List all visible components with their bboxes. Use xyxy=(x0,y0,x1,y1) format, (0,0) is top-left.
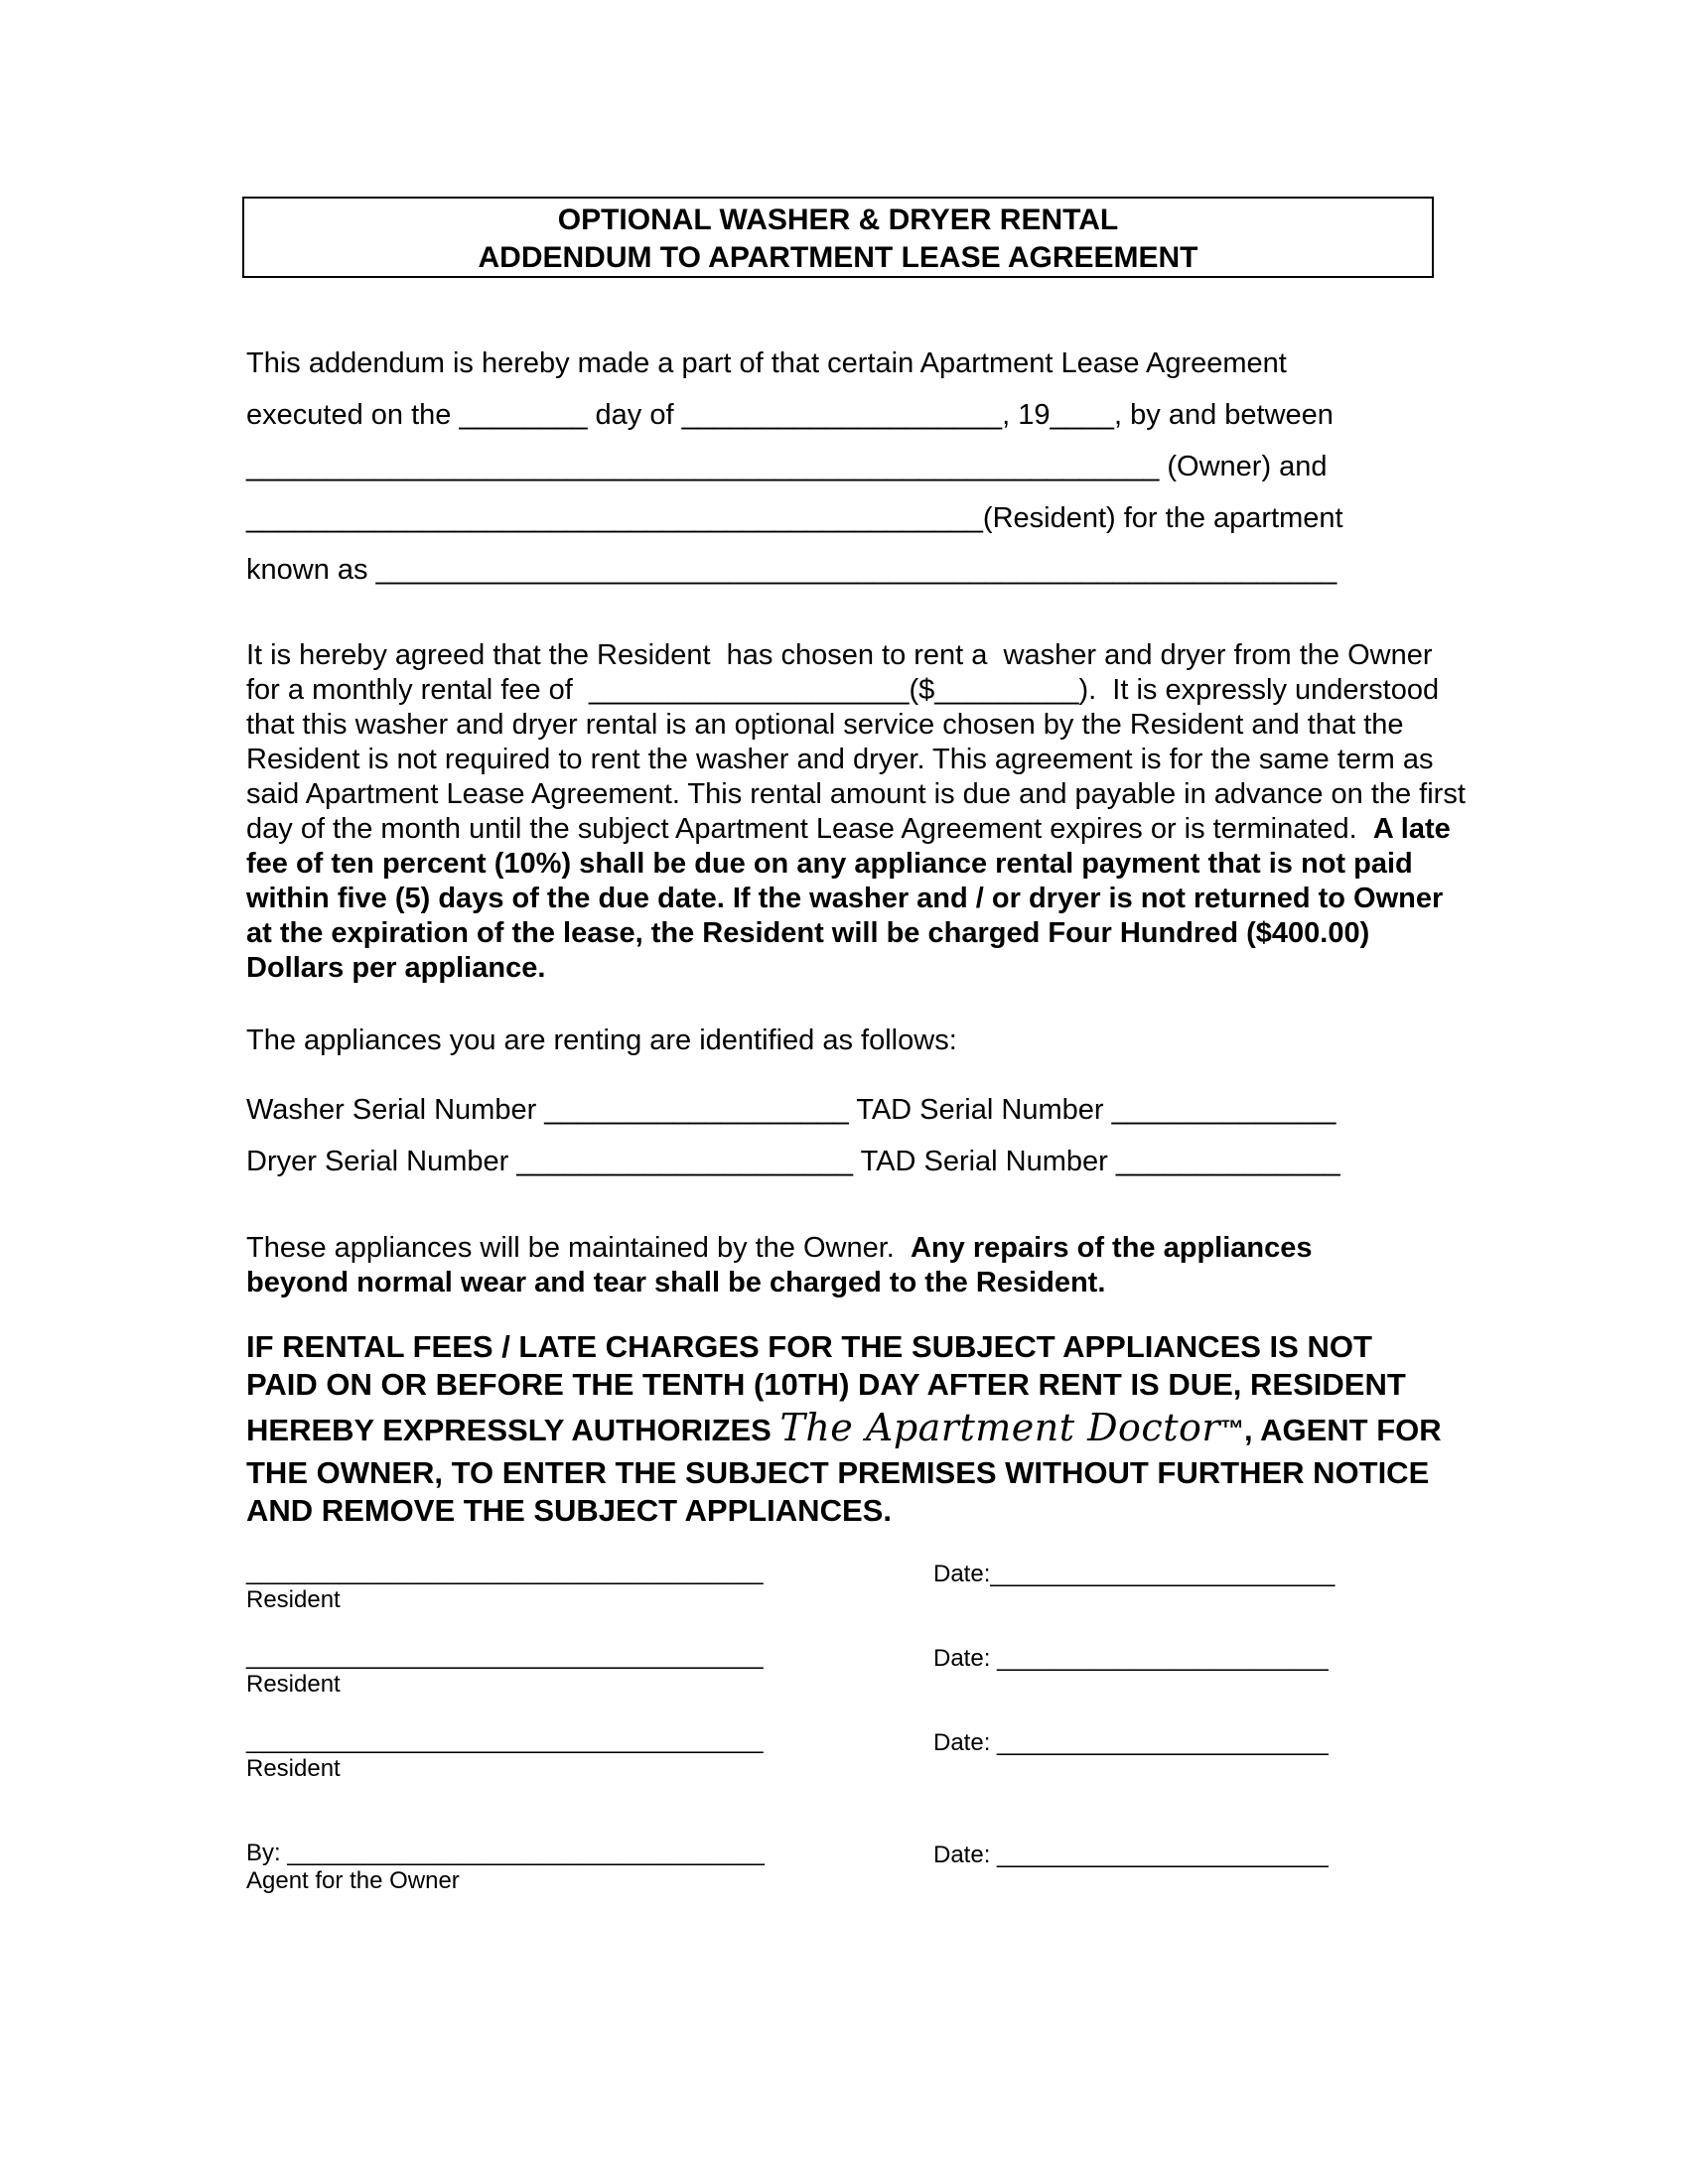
terms-line: It is hereby agreed that the Resident has chosen to rent a washer and dryer from the Owner xyxy=(246,639,1433,671)
title-line-2: ADDENDUM TO APARTMENT LEASE AGREEMENT xyxy=(478,241,1198,274)
intro-line-3-owner: _________________________________________________________ (Owner) and xyxy=(246,451,1328,482)
dryer-serial-line: Dryer Serial Number _____________________ TAD Serial Number ______________ xyxy=(246,1146,1340,1177)
terms-line xyxy=(246,812,1537,847)
date-2-field[interactable]: Date: _________________________ xyxy=(933,1645,1329,1672)
date-4-field[interactable]: Date: _________________________ xyxy=(933,1842,1329,1868)
agent-signature-line[interactable]: By: ____________________________________ xyxy=(246,1840,765,1866)
terms-line: for a monthly rental fee of ____________________($_________). It is expressly understood xyxy=(246,674,1440,706)
warning-line: AND REMOVE THE SUBJECT APPLIANCES. xyxy=(246,1493,892,1528)
late-fee-line: Dollars per appliance. xyxy=(246,952,546,984)
appliances-intro: The appliances you are renting are identified as follows: xyxy=(246,1024,957,1056)
brand-name: The Apartment Doctor xyxy=(779,1406,1221,1449)
warning-line: PAID ON OR BEFORE THE TENTH (10TH) DAY AFTER RENT IS DUE, RESIDENT xyxy=(246,1367,1406,1402)
terms-line: that this washer and dryer rental is an optional service chosen by the Resident and that the xyxy=(246,709,1404,741)
warning-line: THE OWNER, TO ENTER THE SUBJECT PREMISES WITHOUT FURTHER NOTICE xyxy=(246,1455,1430,1490)
warning-line xyxy=(246,1404,1537,1454)
terms-paragraph xyxy=(246,638,1537,986)
warning-text: HEREBY EXPRESSLY AUTHORIZES xyxy=(246,1413,780,1447)
washer-serial-line: Washer Serial Number ___________________ TAD Serial Number ______________ xyxy=(246,1094,1336,1126)
agent-label: Agent for the Owner xyxy=(246,1867,460,1894)
warning-text: , AGENT FOR xyxy=(1244,1413,1442,1447)
intro-line-4-resident: ______________________________________________(Resident) for the apartment xyxy=(246,502,1343,534)
terms-line: said Apartment Lease Agreement. This rental amount is due and payable in advance on the first xyxy=(246,778,1466,810)
late-fee-line: fee of ten percent (10%) shall be due on any appliance rental payment that is not paid xyxy=(246,848,1413,880)
repairs-line: beyond normal wear and tear shall be charged to the Resident. xyxy=(246,1267,1106,1298)
resident-2-label: Resident xyxy=(246,1671,341,1698)
maintenance-text: These appliances will be maintained by the Owner. xyxy=(246,1232,911,1264)
title-line-1: OPTIONAL WASHER & DRYER RENTAL xyxy=(557,204,1119,236)
resident-1-label: Resident xyxy=(246,1586,341,1613)
terms-line: Resident is not required to rent the washer and dryer. This agreement is for the same term as xyxy=(246,744,1434,775)
maintenance-line xyxy=(246,1231,1537,1266)
repairs-text: Any repairs of the appliances xyxy=(910,1232,1313,1264)
late-fee-line: at the expiration of the lease, the Resident will be charged Four Hundred ($400.00) xyxy=(246,917,1370,949)
date-3-field[interactable]: Date: _________________________ xyxy=(933,1729,1329,1756)
late-fee-text: A late xyxy=(1372,813,1451,845)
intro-line-5-known-as: known as ____________________________________________________________ xyxy=(246,554,1337,586)
terms-line-text: day of the month until the subject Apartment Lease Agreement expires or is terminated. xyxy=(246,813,1373,845)
resident-2-signature-line[interactable]: _______________________________________ xyxy=(246,1643,764,1670)
title-box xyxy=(242,197,1434,278)
resident-3-label: Resident xyxy=(246,1755,341,1782)
resident-3-signature-line[interactable]: _______________________________________ xyxy=(246,1727,764,1754)
trademark-symbol: ™ xyxy=(1220,1416,1245,1442)
maintenance-paragraph xyxy=(246,1231,1537,1300)
removal-warning xyxy=(246,1328,1537,1530)
intro-line-2-execution-date: executed on the ________ day of ____________________, 19____, by and between xyxy=(246,399,1334,431)
late-fee-line: within five (5) days of the due date. If the washer and / or dryer is not returned to Owner xyxy=(246,883,1444,914)
date-1-field[interactable]: Date:__________________________ xyxy=(933,1561,1336,1587)
intro-line-1: This addendum is hereby made a part of that certain Apartment Lease Agreement xyxy=(246,347,1287,379)
resident-1-signature-line[interactable]: _______________________________________ xyxy=(246,1559,764,1585)
warning-line: IF RENTAL FEES / LATE CHARGES FOR THE SUBJECT APPLIANCES IS NOT xyxy=(246,1329,1372,1364)
